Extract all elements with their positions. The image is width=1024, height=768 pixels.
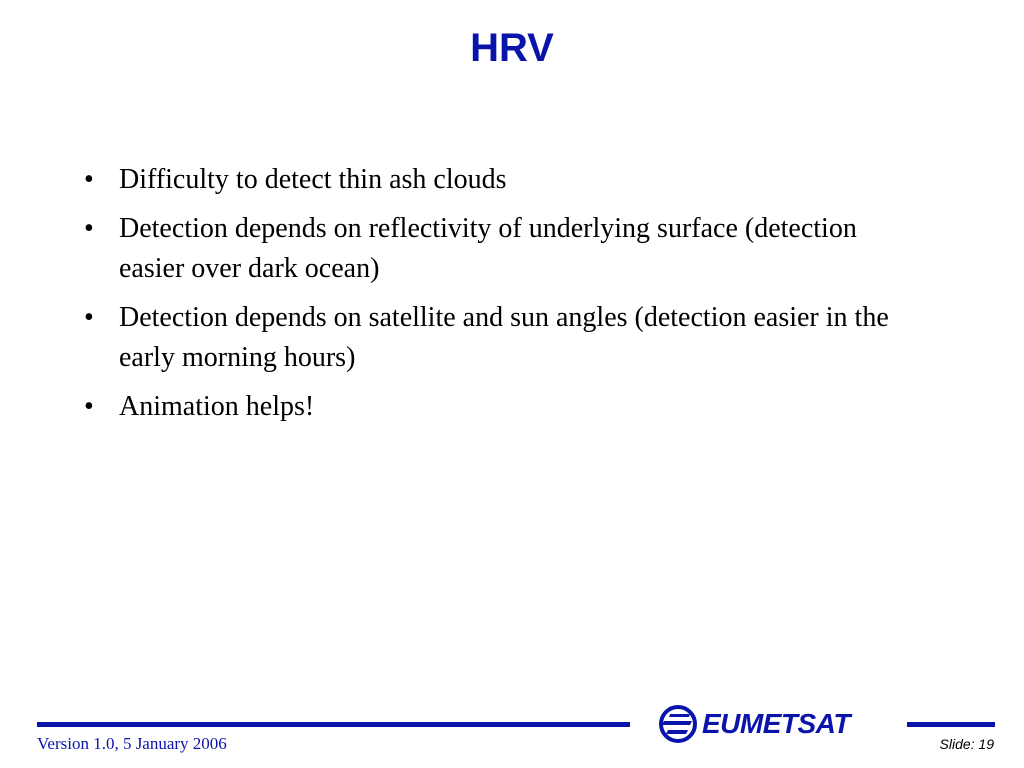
bullet-item xyxy=(84,298,904,378)
bullet-marker: • xyxy=(84,391,94,422)
slide-number: Slide: 19 xyxy=(939,736,994,752)
bullet-item xyxy=(84,387,904,427)
eumetsat-globe-icon xyxy=(658,704,698,744)
version-label: Version 1.0, 5 January 2006 xyxy=(37,734,227,753)
bullet-text: Animation helps! xyxy=(119,391,315,422)
eumetsat-logo xyxy=(658,702,873,746)
bullet-marker: • xyxy=(84,164,94,195)
bullet-item xyxy=(84,209,904,289)
bullet-text: Detection depends on satellite and sun angles (detection easier in the early morning hours) xyxy=(119,302,889,373)
bullet-marker: • xyxy=(84,213,94,244)
slide-title: HRV xyxy=(470,26,554,70)
bullet-marker: • xyxy=(84,302,94,333)
bullet-list xyxy=(84,160,904,436)
bullet-text: Difficulty to detect thin ash clouds xyxy=(119,164,507,195)
bullet-text: Detection depends on reflectivity of underlying surface (detection easier over dark ocean) xyxy=(119,213,857,284)
footer-divider-left xyxy=(37,722,630,727)
logo-wordmark: EUMETSAT xyxy=(702,708,850,739)
footer-divider-right xyxy=(907,722,995,727)
bullet-item xyxy=(84,160,904,200)
